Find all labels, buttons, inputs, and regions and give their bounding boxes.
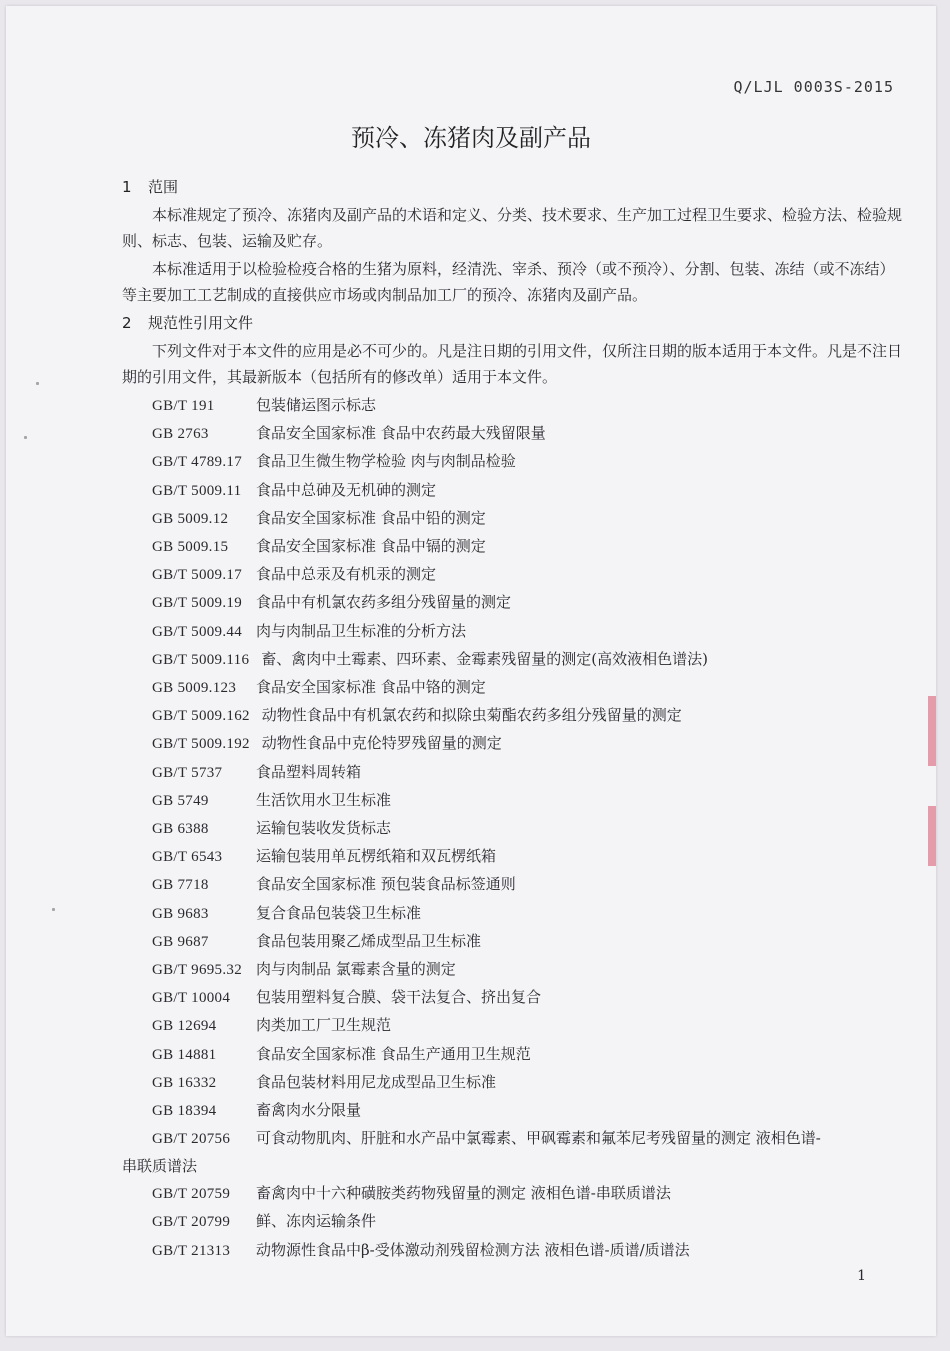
reference-title: 包装储运图示标志: [256, 396, 377, 414]
reference-code: GB 5009.123: [152, 680, 237, 697]
reference-code: GB 12694: [152, 1018, 217, 1035]
reference-list: [122, 392, 902, 1265]
reference-code: GB/T 5009.19: [152, 595, 242, 612]
reference-title: 动物源性食品中β-受体激动剂残留检测方法 液相色谱-质谱/质谱法: [256, 1240, 690, 1259]
reference-code: GB/T 4789.17: [152, 454, 242, 471]
reference-item: [152, 392, 902, 420]
section-heading-references: [122, 310, 902, 336]
reference-item: [152, 505, 902, 533]
reference-code: GB 9683: [152, 905, 209, 922]
reference-code: GB 5009.12: [152, 510, 229, 527]
reference-title-continuation: 串联质谱法: [122, 1157, 198, 1176]
reference-title: 食品包装材料用尼龙成型品卫生标准: [256, 1072, 497, 1091]
reference-item: [152, 1012, 902, 1040]
reference-title: 动物性食品中克伦特罗残留量的测定: [261, 734, 502, 753]
document-body: [122, 174, 902, 1265]
reference-code: GB/T 5009.44: [152, 623, 242, 640]
reference-title: 食品安全国家标准 预包装食品标签通则: [256, 875, 516, 894]
reference-title: 食品卫生微生物学检验 肉与肉制品检验: [256, 452, 516, 471]
reference-code: GB 5009.15: [152, 539, 229, 556]
reference-code: GB/T 20799: [152, 1214, 231, 1231]
reference-item: [122, 1125, 902, 1180]
reference-item: [152, 1237, 902, 1265]
reference-item: [152, 928, 902, 956]
section-heading-scope: [122, 174, 902, 200]
reference-code: GB 16332: [152, 1074, 217, 1091]
reference-item: [152, 730, 902, 758]
reference-item: [152, 420, 902, 448]
reference-item: [152, 1097, 902, 1125]
reference-title: 复合食品包装袋卫生标准: [256, 903, 422, 922]
reference-code: GB 18394: [152, 1103, 217, 1120]
paragraph: 本标准规定了预冷、冻猪肉及副产品的术语和定义、分类、技术要求、生产加工过程卫生要求、检验方法、检验规则、标志、包装、运输及贮存。: [122, 206, 903, 250]
reference-title: 运输包装用单瓦楞纸箱和双瓦楞纸箱: [256, 847, 497, 866]
reference-item: [152, 1041, 902, 1069]
reference-title: 畜禽肉水分限量: [256, 1101, 362, 1120]
reference-title: 包装用塑料复合膜、袋干法复合、挤出复合: [256, 988, 542, 1007]
reference-item: [152, 618, 902, 646]
reference-title: 食品安全国家标准 食品生产通用卫生规范: [256, 1044, 531, 1063]
reference-code: GB 2763: [152, 426, 209, 443]
scan-speck: [36, 382, 39, 385]
reference-code: GB/T 5009.11: [152, 482, 242, 499]
reference-title: 食品安全国家标准 食品中铬的测定: [256, 678, 486, 697]
reference-title: 生活饮用水卫生标准: [256, 790, 392, 809]
section-number: 2: [122, 314, 132, 332]
reference-item: [152, 477, 902, 505]
reference-title: 食品中总汞及有机汞的测定: [256, 565, 437, 584]
document-page: [6, 6, 936, 1336]
scan-edge-mark: [928, 806, 936, 866]
reference-title: 动物性食品中有机氯农药和拟除虫菊酯农药多组分残留量的测定: [261, 706, 682, 725]
reference-code: GB/T 20756: [152, 1131, 231, 1148]
reference-title: 食品安全国家标准 食品中镉的测定: [256, 537, 486, 556]
reference-item: [152, 759, 902, 787]
reference-code: GB/T 5009.192: [152, 736, 250, 753]
reference-item: [152, 843, 902, 871]
page-number: 1: [857, 1268, 866, 1284]
reference-title: 鲜、冻肉运输条件: [256, 1212, 377, 1231]
reference-code: GB 9687: [152, 933, 209, 950]
reference-code: GB 6388: [152, 821, 209, 838]
reference-code: GB/T 5009.162: [152, 708, 250, 725]
reference-title: 畜禽肉中十六种磺胺类药物残留量的测定 液相色谱-串联质谱法: [256, 1184, 671, 1203]
reference-title: 食品安全国家标准 食品中铅的测定: [256, 508, 486, 527]
reference-code: GB/T 5009.17: [152, 567, 242, 584]
reference-item: [152, 1208, 902, 1236]
reference-item: [152, 787, 902, 815]
reference-item: [152, 1069, 902, 1097]
reference-code: GB/T 20759: [152, 1186, 231, 1203]
reference-item: [152, 702, 902, 730]
reference-code: GB 5749: [152, 792, 209, 809]
scan-speck: [52, 908, 55, 911]
reference-title: 食品中总砷及无机砷的测定: [256, 480, 437, 499]
reference-item: [152, 871, 902, 899]
reference-code: GB/T 5737: [152, 764, 223, 781]
reference-item: [152, 956, 902, 984]
reference-title: 食品包装用聚乙烯成型品卫生标准: [256, 931, 482, 950]
reference-code: GB/T 191: [152, 398, 215, 414]
reference-code: GB 7718: [152, 877, 209, 894]
reference-title: 食品中有机氯农药多组分残留量的测定: [256, 593, 512, 612]
reference-code: GB 14881: [152, 1046, 217, 1063]
paragraph: 下列文件对于本文件的应用是必不可少的。凡是注日期的引用文件，仅所注日期的版本适用于本文件。凡是不注日期的引用文件，其最新版本（包括所有的修改单）适用于本文件。: [122, 342, 903, 386]
reference-code: GB/T 6543: [152, 849, 223, 866]
reference-item: [152, 900, 902, 928]
document-title: 预冷、冻猪肉及副产品: [351, 124, 591, 152]
reference-title: 肉类加工厂卫生规范: [256, 1016, 392, 1035]
paragraph: 本标准适用于以检验检疫合格的生猪为原料，经清洗、宰杀、预冷（或不预冷）、分割、包装、冻结（或不冻结）等主要加工工艺制成的直接供应市场或肉制品加工厂的预冷、冻猪肉及副产品。: [122, 260, 895, 304]
reference-title: 可食动物肌肉、肝脏和水产品中氯霉素、甲砜霉素和氟苯尼考残留量的测定 液相色谱-: [256, 1129, 821, 1148]
scan-speck: [24, 436, 27, 439]
reference-item: [152, 561, 902, 589]
reference-code: GB/T 9695.32: [152, 962, 242, 979]
reference-title: 食品塑料周转箱: [256, 762, 362, 781]
reference-item: [152, 984, 902, 1012]
reference-item: [152, 533, 902, 561]
reference-title: 肉与肉制品 氯霉素含量的测定: [256, 960, 456, 979]
reference-item: [152, 674, 902, 702]
document-code: Q/LJL 0003S-2015: [733, 78, 894, 96]
section-number: 1: [122, 178, 132, 196]
reference-code: GB/T 10004: [152, 990, 231, 1007]
reference-item: [152, 646, 902, 674]
reference-item: [152, 589, 902, 617]
reference-code: GB/T 21313: [152, 1242, 231, 1259]
section-title: 规范性引用文件: [148, 314, 254, 332]
reference-title: 肉与肉制品卫生标准的分析方法: [256, 621, 467, 640]
reference-title: 食品安全国家标准 食品中农药最大残留限量: [256, 424, 546, 443]
reference-item: [152, 1180, 902, 1208]
section-title: 范围: [148, 178, 179, 196]
reference-code: GB/T 5009.116: [152, 651, 250, 668]
reference-item: [152, 815, 902, 843]
reference-item: [152, 448, 902, 476]
reference-title: 运输包装收发货标志: [256, 819, 392, 838]
reference-title: 畜、禽肉中土霉素、四环素、金霉素残留量的测定(高效液相色谱法): [261, 649, 708, 668]
scan-edge-mark: [928, 696, 936, 766]
